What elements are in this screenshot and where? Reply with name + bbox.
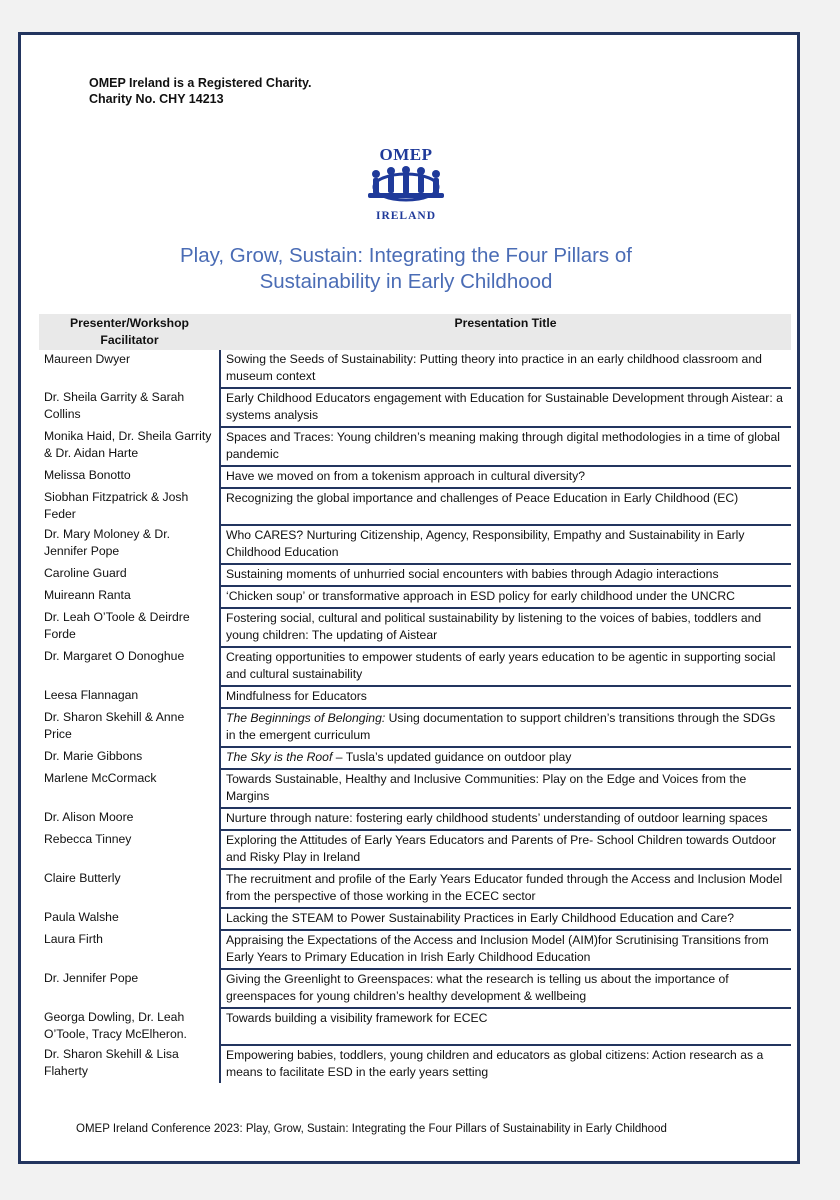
title-line-2: Sustainability in Early Childhood: [259, 270, 553, 293]
presenter-cell: Rebecca Tinney: [44, 832, 132, 846]
presentation-title-cell: Who CARES? Nurturing Citizenship, Agency, Responsibility, Empathy and Sustainability in Early Childhood Education: [220, 525, 791, 564]
presenter-cell: Georga Dowling, Dr. Leah O’Toole, Tracy McElheron.: [44, 1010, 187, 1041]
table-row: [39, 564, 791, 586]
presentation-title-cell: Sustaining moments of unhurried social encounters with babies through Adagio interactions: [220, 564, 791, 586]
presentation-title-cell: Giving the Greenlight to Greenspaces: what the research is telling us about the importance of greenspaces for young children’s healthy development & wellbeing: [220, 969, 791, 1008]
table-row: [39, 930, 791, 969]
italic-title-part: The Beginnings of Belonging:: [226, 711, 386, 725]
presenter-cell: Maureen Dwyer: [44, 352, 131, 366]
table-row: [39, 869, 791, 908]
presenter-cell: Melissa Bonotto: [44, 468, 131, 482]
presenter-cell: Monika Haid, Dr. Sheila Garrity & Dr. Aidan Harte: [44, 429, 212, 460]
logo-word: OMEP: [379, 145, 433, 164]
presenter-cell: Dr. Sharon Skehill & Anne Price: [44, 710, 185, 741]
presentation-table: [39, 314, 791, 1083]
presentation-title-cell: Exploring the Attitudes of Early Years Educators and Parents of Pre- School Children towards Outdoor and Risky Play in Ireland: [220, 830, 791, 869]
presentation-title-cell: Towards Sustainable, Healthy and Inclusive Communities: Play on the Edge and Voices from the Margins: [220, 769, 791, 808]
presentation-title-cell: Appraising the Expectations of the Access and Inclusion Model (AIM)for Scrutinising Transitions from Early Years to Primary Education in Irish Early Childhood Education: [220, 930, 791, 969]
presenter-cell: Paula Walshe: [44, 910, 119, 924]
table-row: [39, 769, 791, 808]
table-row: [39, 808, 791, 830]
presentation-title-cell: Recognizing the global importance and challenges of Peace Education in Early Childhood (EC): [220, 488, 791, 525]
table-row: [39, 686, 791, 708]
table-body: [39, 350, 791, 1083]
document-page: [18, 32, 800, 1164]
charity-line-1: OMEP Ireland is a Registered Charity.: [89, 76, 312, 90]
presentation-title-cell: [220, 747, 791, 769]
title-rest: Using documentation to support children’s transitions through the SDGs in the emergent curriculum: [226, 711, 776, 742]
italic-title-part: The Sky is the Roof: [226, 750, 333, 764]
presenter-cell: Dr. Mary Moloney & Dr. Jennifer Pope: [44, 527, 170, 558]
presenter-cell: Marlene McCormack: [44, 771, 157, 785]
table-row: [39, 488, 791, 525]
presenter-cell: Dr. Marie Gibbons: [44, 749, 143, 763]
table-row: [39, 586, 791, 608]
presenter-cell: Dr. Sheila Garrity & Sarah Collins: [44, 390, 185, 421]
presenter-cell: Siobhan Fitzpatrick & Josh Feder: [44, 490, 189, 521]
presenter-cell: Leesa Flannagan: [44, 688, 139, 702]
presenter-cell: Dr. Leah O’Toole & Deirdre Forde: [44, 610, 190, 641]
presentation-title-cell: Creating opportunities to empower students of early years education to be agentic in supporting social and cultural sustainability: [220, 647, 791, 686]
charity-notice: [89, 75, 312, 107]
presenter-cell: Laura Firth: [44, 932, 103, 946]
table-row: [39, 1045, 791, 1083]
presentation-title-cell: The recruitment and profile of the Early Years Educator funded through the Access and Inclusion Model from the perspective of those working in the ECEC sector: [220, 869, 791, 908]
table-row: [39, 427, 791, 466]
presentation-title-cell: ‘Chicken soup’ or transformative approach in ESD policy for early childhood under the UNCRC: [220, 586, 791, 608]
presenter-cell: Muireann Ranta: [44, 588, 131, 602]
title-line-1: Play, Grow, Sustain: Integrating the Four Pillars of: [180, 244, 632, 267]
presenter-cell: Dr. Alison Moore: [44, 810, 134, 824]
page-footer: OMEP Ireland Conference 2023: Play, Grow, Sustain: Integrating the Four Pillars of Sustainability in Early Childhood: [76, 1123, 667, 1135]
table-row: [39, 747, 791, 769]
presentation-title-cell: Sowing the Seeds of Sustainability: Putting theory into practice in an early childhood classroom and museum context: [220, 350, 791, 388]
omep-logo: [356, 145, 456, 222]
table-row: [39, 908, 791, 930]
presenter-cell: Claire Butterly: [44, 871, 121, 885]
table-row: [39, 1008, 791, 1045]
presentation-title-cell: Towards building a visibility framework for ECEC: [220, 1008, 791, 1045]
table-row: [39, 708, 791, 747]
children-circle-icon: [362, 165, 450, 205]
table-row: [39, 525, 791, 564]
presentation-title-cell: Have we moved on from a tokenism approach in cultural diversity?: [220, 466, 791, 488]
presenter-cell: Dr. Sharon Skehill & Lisa Flaherty: [44, 1047, 179, 1078]
table-header-row: [39, 314, 791, 350]
presentation-title-cell: Nurture through nature: fostering early childhood students’ understanding of outdoor learning spaces: [220, 808, 791, 830]
charity-line-2: Charity No. CHY 14213: [89, 92, 224, 106]
table-row: [39, 830, 791, 869]
presentation-title-cell: Spaces and Traces: Young children’s meaning making through digital methodologies in a time of global pandemic: [220, 427, 791, 466]
table-row: [39, 647, 791, 686]
table-row: [39, 608, 791, 647]
presenter-cell: Caroline Guard: [44, 566, 127, 580]
table-row: [39, 350, 791, 388]
presenter-cell: Dr. Jennifer Pope: [44, 971, 139, 985]
title-rest: – Tusla’s updated guidance on outdoor play: [332, 750, 572, 764]
table-row: [39, 969, 791, 1008]
document-title: [81, 243, 731, 295]
presentation-title-cell: [220, 708, 791, 747]
presentation-title-cell: Lacking the STEAM to Power Sustainability Practices in Early Childhood Education and Care?: [220, 908, 791, 930]
presentation-title-cell: Empowering babies, toddlers, young children and educators as global citizens: Action research as a means to facilitate ESD in the early years setting: [220, 1045, 791, 1083]
table-row: [39, 388, 791, 427]
header-presentation-title: Presentation Title: [220, 314, 791, 350]
presentation-title-cell: Early Childhood Educators engagement with Education for Sustainable Development through Aistear: a systems analysis: [220, 388, 791, 427]
table-row: [39, 466, 791, 488]
presentation-title-cell: Fostering social, cultural and political sustainability by listening to the voices of babies, toddlers and young children: The updating of Aistear: [220, 608, 791, 647]
presentation-title-cell: Mindfulness for Educators: [220, 686, 791, 708]
logo-subtitle: IRELAND: [375, 210, 437, 222]
header-presenter: Presenter/Workshop Facilitator: [39, 314, 220, 350]
presenter-cell: Dr. Margaret O Donoghue: [44, 649, 185, 663]
